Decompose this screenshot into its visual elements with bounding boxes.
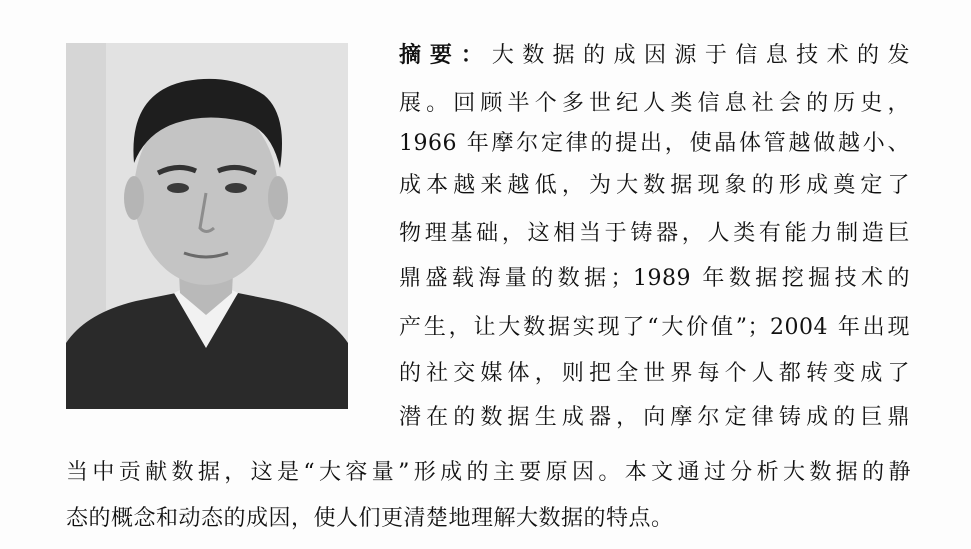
abstract-line-2: 展。回顾半个多世纪人类信息社会的历史，: [399, 91, 910, 116]
abstract-line-11: 态的概念和动态的成因，使人们更清楚地理解大数据的特点。: [66, 506, 674, 531]
abstract-line-4: 成本越来越低，为大数据现象的形成奠定了: [399, 173, 910, 198]
abstract-line-6: 鼎盛载海量的数据；1989 年数据挖掘技术的: [399, 266, 910, 291]
abstract-line-9: 潜在的数据生成器，向摩尔定律铸成的巨鼎: [399, 405, 910, 430]
abstract-line-3: 1966 年摩尔定律的提出，使晶体管越做越小、: [399, 131, 910, 156]
abstract-line-1: 摘要：大数据的成因源于信息技术的发: [399, 43, 910, 68]
abstract-label: 摘要：: [399, 43, 492, 68]
abstract-line-7: 产生，让大数据实现了“大价值”；2004 年出现: [399, 315, 910, 340]
abstract-line-5: 物理基础，这相当于铸器，人类有能力制造巨: [399, 221, 910, 246]
abstract-line-8: 的社交媒体，则把全世界每个人都转变成了: [399, 361, 910, 386]
abstract-line-10: 当中贡献数据，这是“大容量”形成的主要原因。本文通过分析大数据的静: [66, 460, 911, 485]
